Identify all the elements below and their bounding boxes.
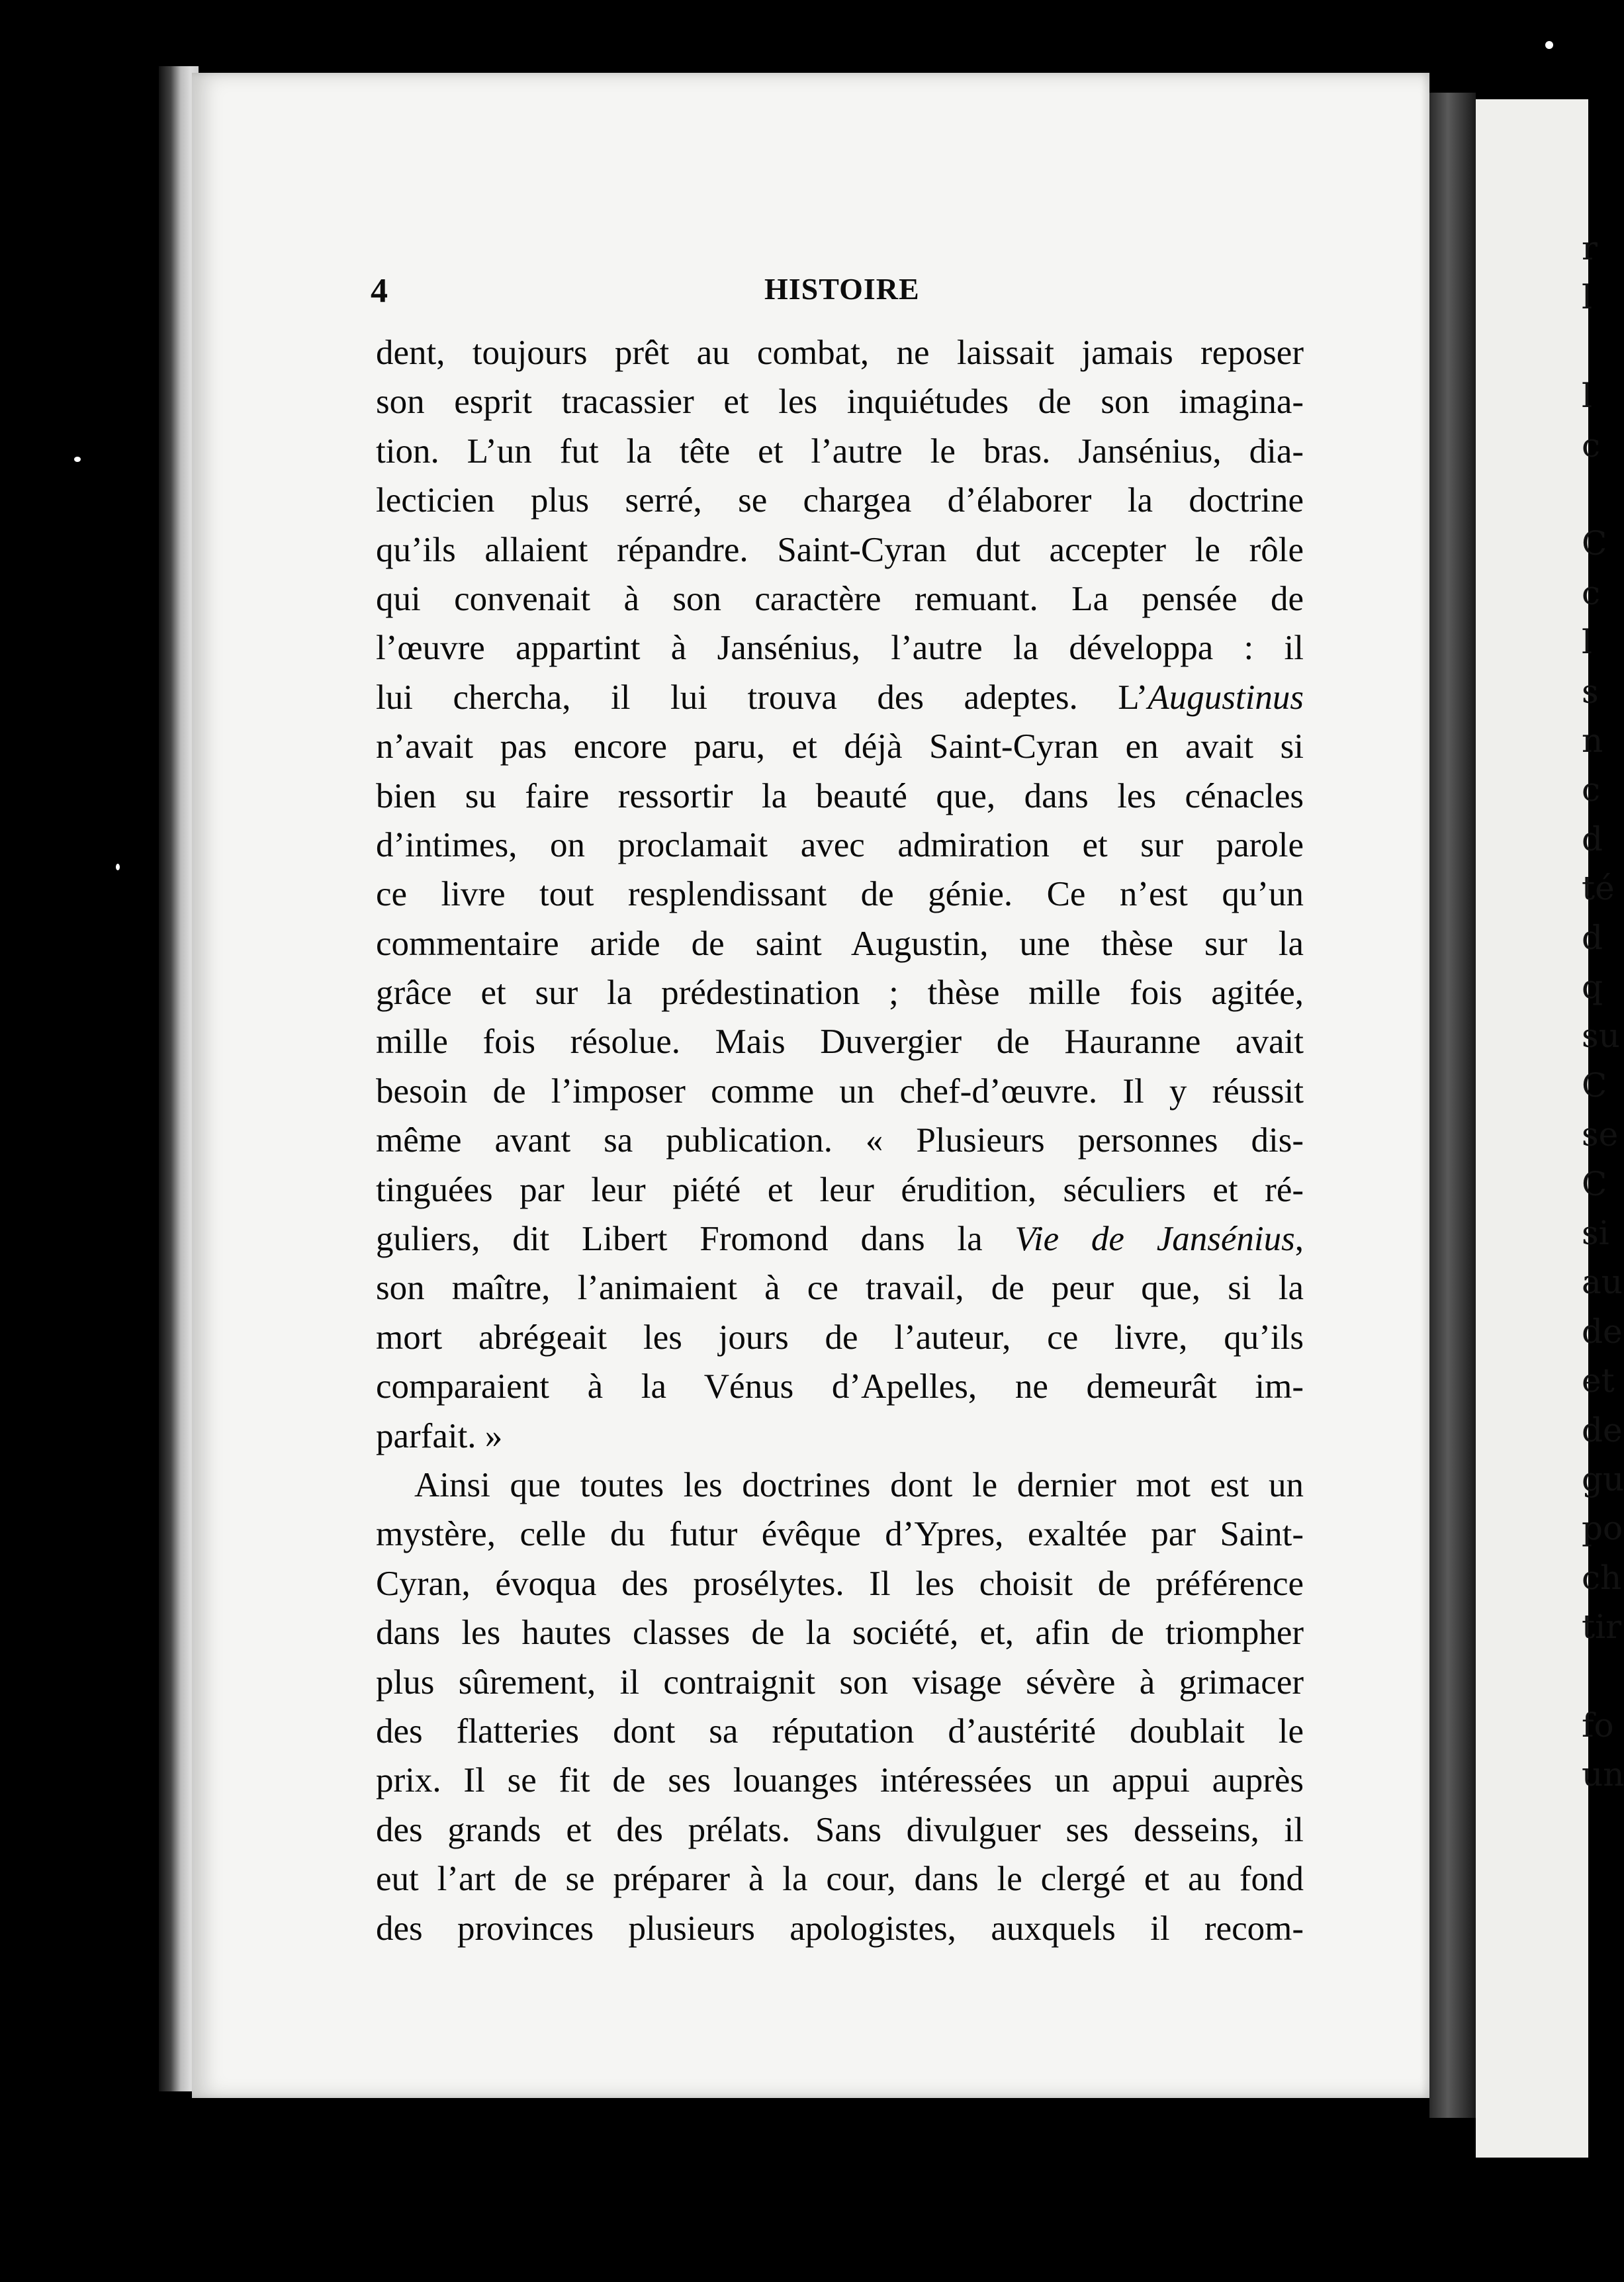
text-line-content: tinguées par leur piété et leur érudition, séculiers et ré- xyxy=(376,1170,1304,1209)
text-line-suffix: , xyxy=(1294,1220,1304,1259)
text-line xyxy=(376,722,1304,771)
text-line-content: dans les hautes classes de la société, et, afin de triompher xyxy=(376,1614,1304,1653)
facing-page-letters: l xyxy=(1582,377,1592,416)
text-line-content: Ainsi que toutes les doctrines dont le dernier mot est un xyxy=(414,1465,1304,1504)
text-line xyxy=(376,1067,1304,1116)
text-line xyxy=(376,328,1304,377)
facing-page-fragment xyxy=(1476,99,1624,2158)
text-line xyxy=(376,1756,1304,1805)
text-line-content: prix. Il se fit de ses louanges intéressées un appui auprès xyxy=(376,1761,1304,1800)
text-line xyxy=(376,1854,1304,1903)
text-line-content: son esprit tracassier et les inquiétudes de son imagina- xyxy=(376,383,1304,422)
text-line xyxy=(376,1017,1304,1066)
text-line xyxy=(376,1165,1304,1214)
text-line xyxy=(376,1214,1304,1263)
body-text xyxy=(376,328,1304,1953)
text-line-content: l’œuvre appartint à Jansénius, l’autre la développa : il xyxy=(376,629,1304,668)
text-line xyxy=(376,574,1304,623)
text-line xyxy=(376,427,1304,476)
dust-speck xyxy=(1545,41,1553,49)
text-line xyxy=(376,1313,1304,1362)
facing-page-letters: se xyxy=(1582,1115,1619,1154)
text-line xyxy=(376,1362,1304,1411)
text-line-content: plus sûrement, il contraignit son visage sévère à grimacer xyxy=(376,1663,1304,1702)
text-line xyxy=(376,1510,1304,1559)
page-gutter xyxy=(1429,93,1476,2118)
text-line-content: des provinces plusieurs apologistes, auxquels il recom- xyxy=(376,1909,1304,1948)
dust-speck xyxy=(116,864,120,870)
facing-page-letters: r xyxy=(1582,229,1598,267)
facing-page-letters: l xyxy=(1582,278,1592,317)
text-line-content: guliers, dit Libert Fromond dans la xyxy=(376,1220,1015,1259)
text-line xyxy=(376,1805,1304,1854)
facing-page-letters: C xyxy=(1582,1164,1607,1203)
text-line-content: mille fois résolue. Mais Duvergier de Hauranne avait xyxy=(376,1023,1304,1062)
facing-page-letters: si xyxy=(1582,1214,1609,1252)
text-line-content: tion. L’un fut la tête et l’autre le bras. Jansénius, dia- xyxy=(376,432,1304,471)
italic-title: Vie de Jansénius xyxy=(1015,1220,1295,1259)
text-line-content: comparaient à la Vénus d’Apelles, ne demeurât im- xyxy=(376,1367,1304,1406)
facing-page-letters: au xyxy=(1582,1263,1623,1302)
facing-page-letters: d xyxy=(1582,819,1603,858)
text-line xyxy=(376,1608,1304,1657)
text-line-content: qu’ils allaient répandre. Saint-Cyran dut accepter le rôle xyxy=(376,530,1304,569)
facing-page-letters: té xyxy=(1582,869,1615,908)
text-line xyxy=(376,968,1304,1017)
text-line-content: commentaire aride de saint Augustin, une thèse sur la xyxy=(376,924,1304,963)
facing-page-letters: tir xyxy=(1582,1608,1621,1647)
text-line xyxy=(376,1707,1304,1756)
text-line xyxy=(376,623,1304,672)
text-line xyxy=(376,1904,1304,1953)
text-line-content: des grands et des prélats. Sans divulguer ses desseins, il xyxy=(376,1810,1304,1849)
facing-page-letters: c xyxy=(1582,426,1601,465)
facing-page-letters: d xyxy=(1582,918,1603,957)
facing-page-letters: et xyxy=(1582,1361,1615,1400)
facing-page-letters: fo xyxy=(1582,1706,1614,1745)
text-line-content: grâce et sur la prédestination ; thèse mille fois agitée, xyxy=(376,974,1304,1013)
text-line xyxy=(376,772,1304,821)
text-line xyxy=(376,919,1304,968)
text-line xyxy=(376,1658,1304,1707)
facing-page-letters: su xyxy=(1582,1017,1620,1056)
facing-page-letters: gu xyxy=(1582,1460,1624,1498)
text-line-content: d’intimes, on proclamait avec admiration et sur parole xyxy=(376,825,1304,864)
text-line-content: besoin de l’imposer comme un chef-d’œuvre. Il y réussit xyxy=(376,1072,1304,1111)
text-line xyxy=(376,1116,1304,1165)
facing-page-letters: po xyxy=(1582,1509,1623,1548)
text-line xyxy=(376,1559,1304,1608)
facing-page-letters: C xyxy=(1582,1066,1607,1105)
text-line xyxy=(376,525,1304,574)
text-line xyxy=(376,870,1304,919)
text-line xyxy=(376,673,1304,722)
facing-page-letters: c xyxy=(1582,573,1601,612)
facing-page-letters: ch xyxy=(1582,1558,1622,1597)
text-line-content: eut l’art de se préparer à la cour, dans le clergé et au fond xyxy=(376,1860,1304,1899)
text-line-content: n’avait pas encore paru, et déjà Saint-Cyran en avait si xyxy=(376,727,1304,766)
facing-page-letters: de xyxy=(1582,1410,1623,1449)
text-line-content: son maître, l’animaient à ce travail, de peur que, si la xyxy=(376,1269,1304,1308)
page-number: 4 xyxy=(371,272,388,310)
facing-page-letters: n xyxy=(1582,721,1603,760)
facing-page-letters: c xyxy=(1582,770,1601,809)
facing-page-letters: s xyxy=(1582,672,1599,711)
facing-page-letters: C xyxy=(1582,524,1607,563)
facing-page-letters: de xyxy=(1582,1312,1623,1351)
facing-page-letters: l xyxy=(1582,623,1592,662)
dust-speck xyxy=(74,457,81,462)
italic-title: Augustinus xyxy=(1148,678,1304,717)
text-line-content: lecticien plus serré, se chargea d’élaborer la doctrine xyxy=(376,481,1304,520)
text-line-content: Cyran, évoqua des prosélytes. Il les choisit de préférence xyxy=(376,1564,1304,1603)
text-line-content: lui chercha, il lui trouva des adeptes. L’ xyxy=(376,678,1148,717)
text-line-content: mystère, celle du futur évêque d’Ypres, exaltée par Saint- xyxy=(376,1515,1304,1554)
text-line-content: des flatteries dont sa réputation d’austérité doublait le xyxy=(376,1712,1304,1751)
text-line-content: même avant sa publication. « Plusieurs personnes dis- xyxy=(376,1121,1304,1160)
text-line-content: ce livre tout resplendissant de génie. Ce n’est qu’un xyxy=(376,875,1304,914)
text-line xyxy=(376,476,1304,525)
text-line-content: mort abrégeait les jours de l’auteur, ce livre, qu’ils xyxy=(376,1318,1304,1357)
facing-page-letters: un xyxy=(1582,1755,1624,1794)
text-line xyxy=(376,1461,1304,1510)
text-line xyxy=(376,1263,1304,1312)
text-line xyxy=(376,377,1304,426)
text-line-content: parfait. » xyxy=(376,1416,503,1455)
running-head xyxy=(371,271,1337,324)
running-head-title: HISTOIRE xyxy=(764,272,920,306)
text-line xyxy=(376,1412,1304,1461)
text-line-content: qui convenait à son caractère remuant. La pensée de xyxy=(376,579,1304,618)
text-line-content: dent, toujours prêt au combat, ne laissait jamais reposer xyxy=(376,334,1304,372)
text-line-content: bien su faire ressortir la beauté que, dans les cénacles xyxy=(376,776,1304,815)
facing-page-letters: q xyxy=(1582,968,1603,1006)
text-line xyxy=(376,821,1304,870)
